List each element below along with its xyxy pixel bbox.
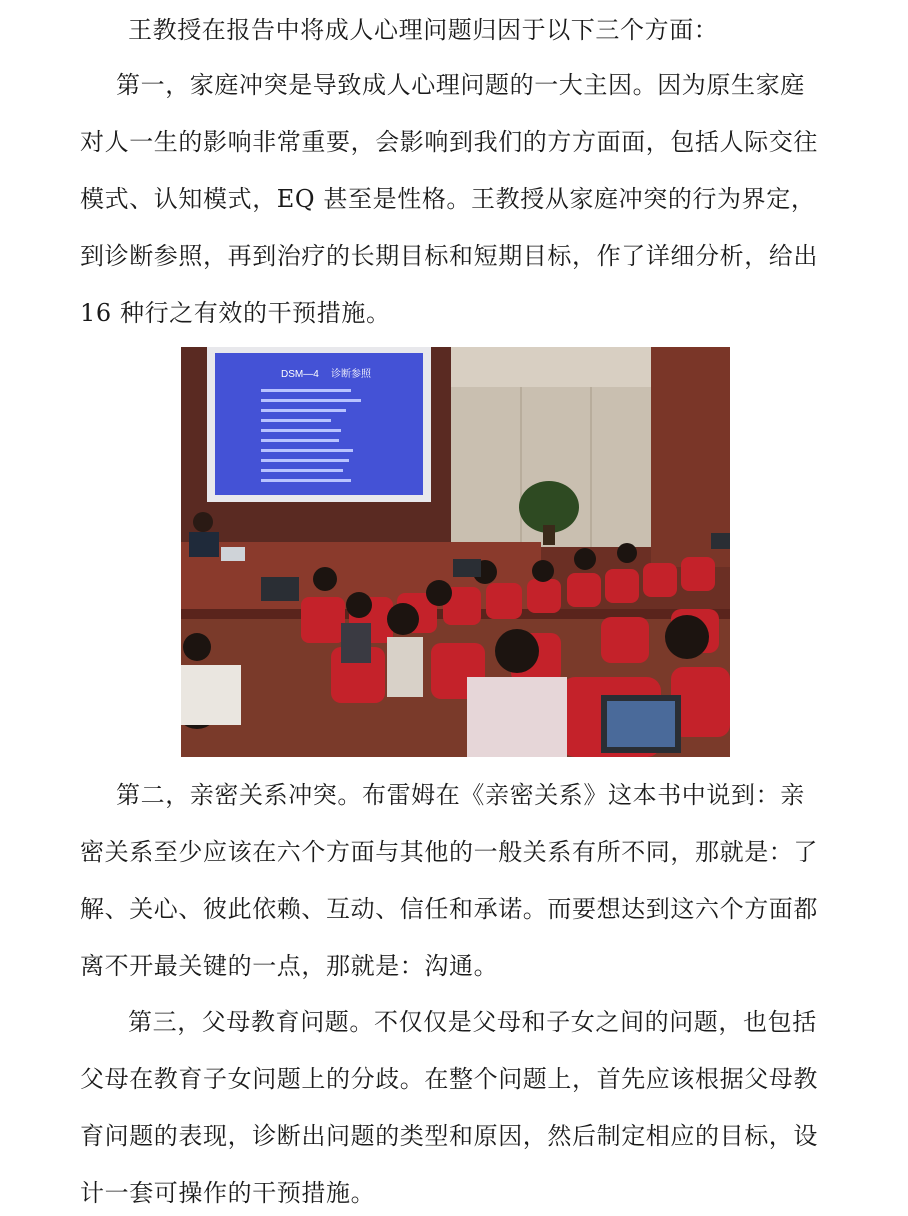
paragraph-3-line-2: 父母在教育子女问题上的分歧。在整个问题上，首先应该根据父母教 [80, 1065, 818, 1093]
slide-title-right: 诊断参照 [331, 369, 371, 380]
paragraph-2-line-3: 解、关心、彼此依赖、互动、信任和承诺。而要想达到这六个方面都 [80, 895, 818, 923]
paragraph-1-line-4: 到诊断参照，再到治疗的长期目标和短期目标，作了详细分析，给出 [80, 242, 818, 270]
paragraph-1-line-1: 第一，家庭冲突是导致成人心理问题的一大主因。因为原生家庭 [116, 71, 805, 99]
paragraph-3-line-4: 计一套可操作的干预措施。 [80, 1179, 376, 1207]
slide-title-left: DSM—4 [281, 369, 319, 380]
paragraph-2-line-4: 离不开最关键的一点，那就是：沟通。 [80, 952, 499, 980]
paragraph-2-line-2: 密关系至少应该在六个方面与其他的一般关系有所不同，那就是：了 [80, 838, 818, 866]
paragraph-3-line-3: 育问题的表现，诊断出问题的类型和原因，然后制定相应的目标，设 [80, 1122, 818, 1150]
paragraph-2-line-1: 第二，亲密关系冲突。布雷姆在《亲密关系》这本书中说到：亲 [116, 781, 805, 809]
paragraph-1-line-3: 模式、认知模式，EQ 甚至是性格。王教授从家庭冲突的行为界定， [80, 185, 816, 213]
paragraph-1-line-5: 16 种行之有效的干预措施。 [80, 299, 391, 327]
paragraph-3-line-1: 第三，父母教育问题。不仅仅是父母和子女之间的问题，也包括 [128, 1008, 817, 1036]
intro-line: 王教授在报告中将成人心理问题归因于以下三个方面： [128, 16, 719, 44]
lecture-photo [181, 347, 730, 757]
paragraph-1-line-2: 对人一生的影响非常重要，会影响到我们的方方面面，包括人际交往 [80, 128, 818, 156]
